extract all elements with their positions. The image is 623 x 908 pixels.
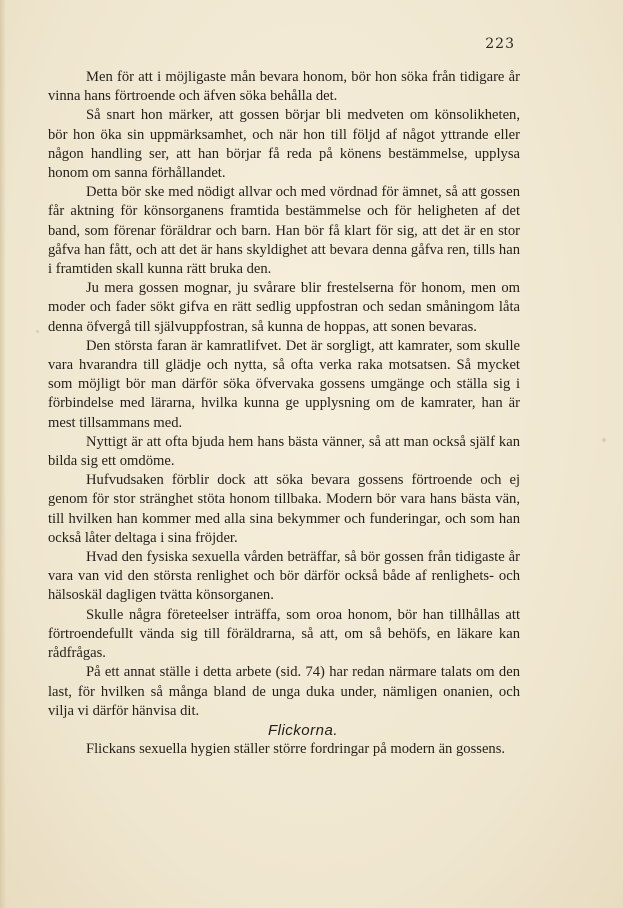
paragraph: Hufvudsaken förblir dock att söka bevara gossens förtroende och ej genom för stor stränghet stöta honom tillbaka. Modern bör vara hans bästa vän, till hvilken han kommer med alla sina bekymmer och funderingar, och som han också låter deltaga i sina fröjder. (48, 472, 520, 546)
paragraph: Ju mera gossen mognar, ju svårare blir frestelserna för honom, men om moder och fader sökt gifva en rätt sedlig uppfostran och sedan småningom låta denna öfvergå till självuppfostran, så kunna de hoppas, att sonen bevaras. (48, 280, 520, 335)
paper-stain (36, 330, 39, 333)
body-text (48, 68, 520, 759)
paragraph: Detta bör ske med nödigt allvar och med vördnad för ämnet, så att gossen får aktning för könsorganens framtida bestämmelse och för heligheten af det band, som förenar föräldrar och barn. Han bör få klart för sig, att det är en stor gåfva han fått, och att det är hans skyldighet att bevara denna gåfva ren, tills han i framtiden skall kunna rätt bruka den. (48, 184, 520, 278)
section-heading: Flickorna. (267, 721, 339, 739)
paragraph: Flickans sexuella hygien ställer större fordringar på modern än gossens. (86, 741, 506, 758)
paragraph: Nyttigt är att ofta bjuda hem hans bästa vänner, så att man också själf kan bilda sig ett omdöme. (48, 433, 520, 470)
paragraph: Hvad den fysiska sexuella vården beträffar, så bör gossen från tidigaste år vara van vid den största renlighet och bör därför också både af renlighets- och hälsoskäl dagligen tvätta könsorganen. (48, 549, 520, 604)
page-edge-shadow (0, 0, 6, 908)
paragraph: Så snart hon märker, att gossen börjar bli medveten om könsolikheten, bör hon öka sin uppmärksamhet, och när hon till följd af något yttrande eller någon handling ser, att han börjar få reda på könens bestämmelse, upplysa honom om sanna förhållandet. (48, 107, 520, 182)
page-number: 223 (485, 36, 515, 52)
paragraph: Men för att i möjligaste mån bevara honom, bör hon söka från tidigare år vinna hans förtroende och äfven söka behålla det. (48, 69, 520, 105)
paragraph: Den största faran är kamratlifvet. Det är sorgligt, att kamrater, som skulle vara hvarandra till glädje och nytta, så ofta verka raka motsatsen. Så mycket som möjligt bör man därför söka öfvervaka gossens umgänge och ställa sig i förbindelse med lärarna, hvilka kunna ge upplysning om de kamrater, han är mest tillsammans med. (48, 337, 520, 431)
paragraph: På ett annat ställe i detta arbete (sid. 74) har redan närmare talats om den last, för hvilken så många bland de unga duka under, nämligen onanien, och vilja vi därför hänvisa dit. (48, 664, 520, 719)
paragraph: Skulle några företeelser inträffa, som oroa honom, bör han tillhållas att förtroendefullt vända sig till föräldrarna, så att, om så behöfs, en läkare kan rådfrågas. (48, 606, 520, 662)
paper-stain (602, 438, 606, 442)
